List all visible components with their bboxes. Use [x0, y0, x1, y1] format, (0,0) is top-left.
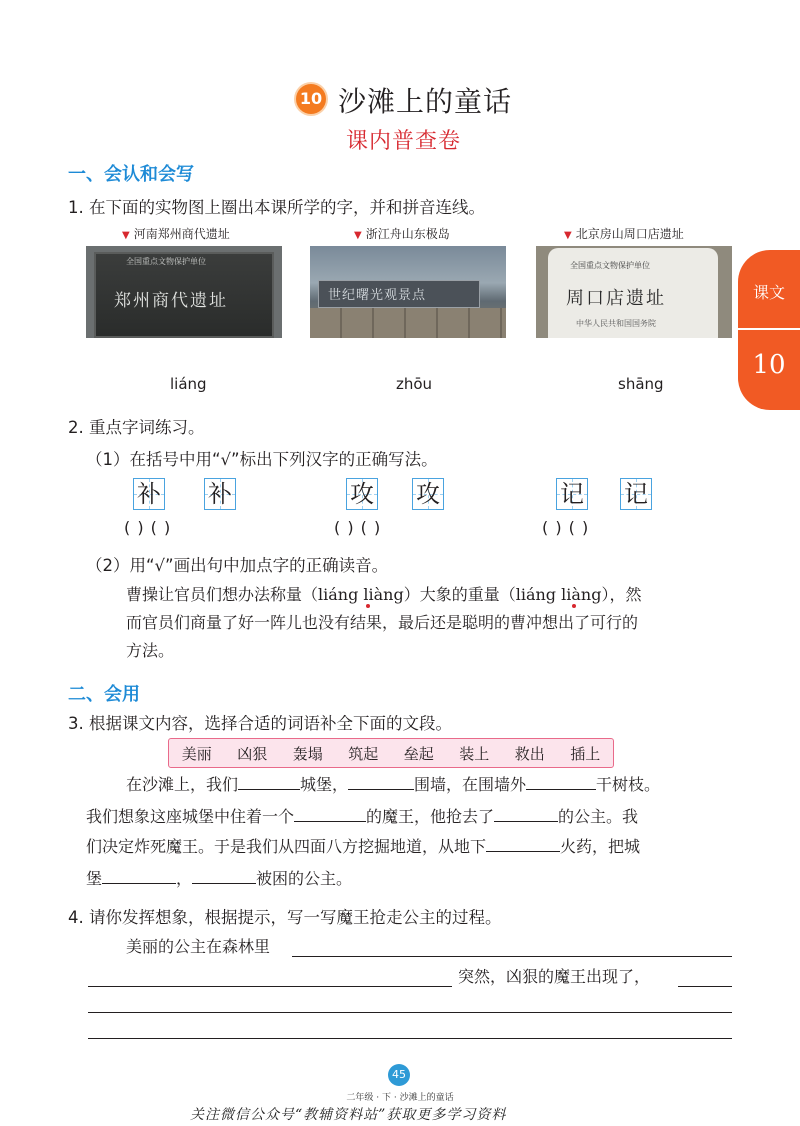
- footer-watermark: 关注微信公众号“教辅资料站”获取更多学习资料: [190, 1107, 507, 1123]
- word-bank: [168, 738, 614, 768]
- question-2-prompt: 2. 重点字词练习。: [68, 418, 205, 437]
- fill-blank[interactable]: [192, 865, 256, 884]
- answer-parentheses[interactable]: ( ) ( ): [334, 518, 382, 537]
- writing-line[interactable]: [678, 986, 732, 987]
- triangle-icon: ▼: [564, 230, 572, 241]
- word-bank-item: 垒起: [403, 744, 434, 763]
- passage-line-2: 我们想象这座城堡中住着一个 的魔王，他抢去了 的公主。我: [86, 800, 638, 834]
- question-1-prompt: 1. 在下面的实物图上圈出本课所学的字，并和拼音连线。: [68, 198, 485, 217]
- writing-line[interactable]: [88, 986, 452, 987]
- pinyin-zhou: zhōu: [396, 375, 433, 393]
- fill-blank[interactable]: [494, 803, 558, 822]
- triangle-icon: ▼: [354, 230, 362, 241]
- fill-blank[interactable]: [102, 865, 176, 884]
- question-3-prompt: 3. 根据课文内容，选择合适的词语补全下面的文段。: [68, 714, 452, 733]
- question-2-part-1: （1）在括号中用“√”标出下列汉字的正确写法。: [86, 450, 438, 469]
- emphasis-dot: [572, 604, 576, 608]
- word-bank-item: 救出: [514, 744, 545, 763]
- char-grid: 记: [556, 478, 588, 510]
- passage-line-3: 们决定炸死魔王。于是我们从四面八方挖掘地道，从地下 火药，把城: [86, 830, 640, 864]
- lesson-title: 沙滩上的童话: [338, 85, 513, 118]
- word-bank-item: 筑起: [348, 744, 379, 763]
- photo-caption-1: ▼ 河南郑州商代遗址: [122, 227, 230, 241]
- worksheet-subtitle: 课内普查卷: [346, 129, 462, 154]
- side-tab: [738, 250, 800, 410]
- sentence-line-1: 曹操让官员们想办法称量（liáng liàng）大象的重量（liáng liàng），然: [126, 585, 642, 604]
- question-2-part-2: （2）用“√”画出句中加点字的正确读音。: [86, 556, 389, 575]
- word-bank-item: 插上: [570, 744, 601, 763]
- char-grid: 记: [620, 478, 652, 510]
- passage-line-1: 在沙滩上，我们 城堡， 围墙，在围墙外 干树枝。: [126, 768, 660, 802]
- footer-caption: 二年级 · 下 · 沙滩上的童话: [346, 1093, 454, 1103]
- photo-caption-3: ▼ 北京房山周口店遗址: [564, 227, 684, 241]
- writing-line[interactable]: [292, 956, 732, 957]
- section-heading-2: 二、会用: [68, 684, 140, 705]
- writing-line[interactable]: [88, 1038, 732, 1039]
- char-grid: 补: [133, 478, 165, 510]
- fill-blank[interactable]: [348, 771, 414, 790]
- passage-line-4: 堡 ， 被困的公主。: [86, 862, 352, 896]
- word-bank-item: 装上: [459, 744, 490, 763]
- writing-line[interactable]: [88, 1012, 732, 1013]
- photo-zhengzhou-ruins: 全国重点文物保护单位 郑州商代遗址: [86, 246, 282, 338]
- writing-prompt-2: 突然，凶狠的魔王出现了，: [458, 967, 651, 986]
- char-grid: 补: [204, 478, 236, 510]
- emphasis-dot: [366, 604, 370, 608]
- char-grid: 攻: [412, 478, 444, 510]
- sentence-line-2: 而官员们商量了好一阵儿也没有结果，最后还是聪明的曹冲想出了可行的: [126, 613, 639, 632]
- page-number: 45: [388, 1064, 410, 1086]
- word-bank-item: 凶狠: [237, 744, 268, 763]
- section-heading-1: 一、会认和会写: [68, 164, 194, 185]
- answer-parentheses[interactable]: ( ) ( ): [542, 518, 590, 537]
- sentence-line-3: 方法。: [126, 641, 175, 660]
- fill-blank[interactable]: [526, 771, 596, 790]
- side-tab-divider: [738, 328, 800, 330]
- fill-blank[interactable]: [294, 803, 366, 822]
- question-4-prompt: 4. 请你发挥想象，根据提示，写一写魔王抢走公主的过程。: [68, 908, 502, 927]
- side-tab-number: 10: [752, 350, 786, 380]
- photo-zhoukoudian-ruins: 全国重点文物保护单位 周口店遗址 中华人民共和国国务院: [536, 246, 732, 338]
- photo-dongji-island: 世纪曙光观景点: [310, 246, 506, 338]
- lesson-number-badge: 10: [296, 84, 326, 114]
- pinyin-shang: shāng: [618, 375, 664, 393]
- fill-blank[interactable]: [238, 771, 300, 790]
- side-tab-label: 课文: [752, 283, 785, 302]
- word-bank-item: 美丽: [181, 744, 212, 763]
- writing-prompt-1: 美丽的公主在森林里: [126, 937, 271, 956]
- pinyin-liang: liáng: [170, 375, 207, 393]
- triangle-icon: ▼: [122, 230, 130, 241]
- answer-parentheses[interactable]: ( ) ( ): [124, 518, 172, 537]
- fill-blank[interactable]: [486, 833, 560, 852]
- char-grid: 攻: [346, 478, 378, 510]
- photo-caption-2: ▼ 浙江舟山东极岛: [354, 227, 450, 241]
- word-bank-item: 轰塌: [292, 744, 323, 763]
